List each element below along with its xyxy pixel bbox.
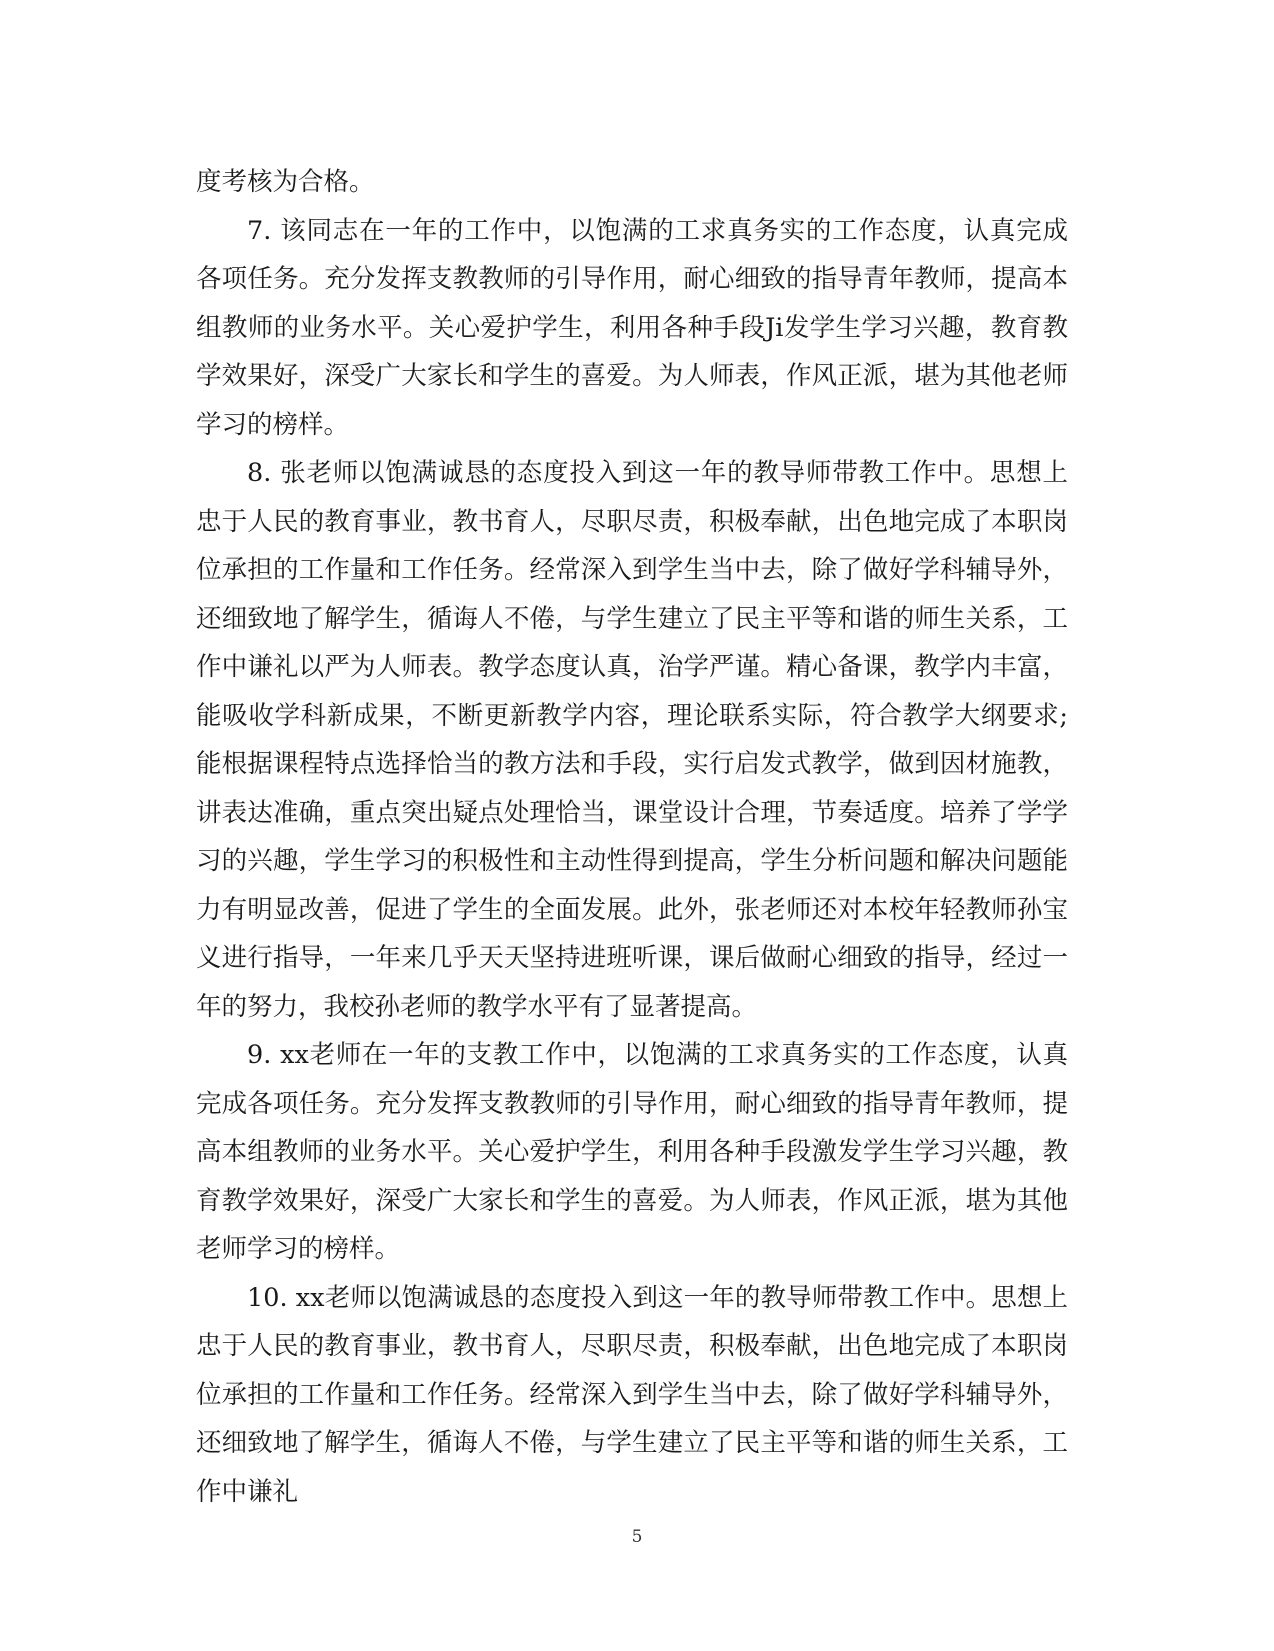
page-number: 5 (631, 1527, 643, 1547)
paragraph-10: 10. xx老师以饱满诚恳的态度投入到这一年的教导师带教工作中。思想上忠于人民的教育事业，教书育人，尽职尽责，积极奉献，出色地完成了本职岗位承担的工作量和工作任务。经常深入到学生当中去，除了做好学科辅导外，还细致地了解学生，循诲人不倦，与学生建立了民主平等和谐的师生关系，工作中谦礼 (196, 1282, 1068, 1507)
paragraph-continuation: 度考核为合格。 (196, 167, 375, 197)
paragraph-9: 9. xx老师在一年的支教工作中，以饱满的工求真务实的工作态度，认真完成各项任务。充分发挥支教教师的引导作用，耐心细致的指导青年教师，提高本组教师的业务水平。关心爱护学生，利用各种手段激发学生学习兴趣，教育教学效果好，深受广大家长和学生的喜爱。为人师表，作风正派，堪为其他老师学习的榜样。 (196, 1040, 1068, 1264)
body-text (196, 158, 1068, 1516)
paragraph-8: 8. 张老师以饱满诚恳的态度投入到这一年的教导师带教工作中。思想上忠于人民的教育事业，教书育人，尽职尽责，积极奉献，出色地完成了本职岗位承担的工作量和工作任务。经常深入到学生当中去，除了做好学科辅导外，还细致地了解学生，循诲人不倦，与学生建立了民主平等和谐的师生关系，工作中谦礼以严为人师表。教学态度认真，治学严谨。精心备课，教学内丰富，能吸收学科新成果，不断更新教学内容，理论联系实际，符合教学大纲要求;能根据课程特点选择恰当的教方法和手段，实行启发式教学，做到因材施教，讲表达准确，重点突出疑点处理恰当，课堂设计合理，节奏适度。培养了学学习的兴趣，学生学习的积极性和主动性得到提高，学生分析问题和解决问题能力有明显改善，促进了学生的全面发展。此外，张老师还对本校年轻教师孙宝义进行指导，一年来几乎天天坚持进班听课，课后做耐心细致的指导，经过一年的努力，我校孙老师的教学水平有了显著提高。 (196, 458, 1068, 1022)
paragraph-7: 7. 该同志在一年的工作中，以饱满的工求真务实的工作态度，认真完成各项任务。充分发挥支教教师的引导作用，耐心细致的指导青年教师，提高本组教师的业务水平。关心爱护学生，利用各种手段Ji发学生学习兴趣，教育教学效果好，深受广大家长和学生的喜爱。为人师表，作风正派，堪为其他老师学习的榜样。 (196, 215, 1068, 440)
